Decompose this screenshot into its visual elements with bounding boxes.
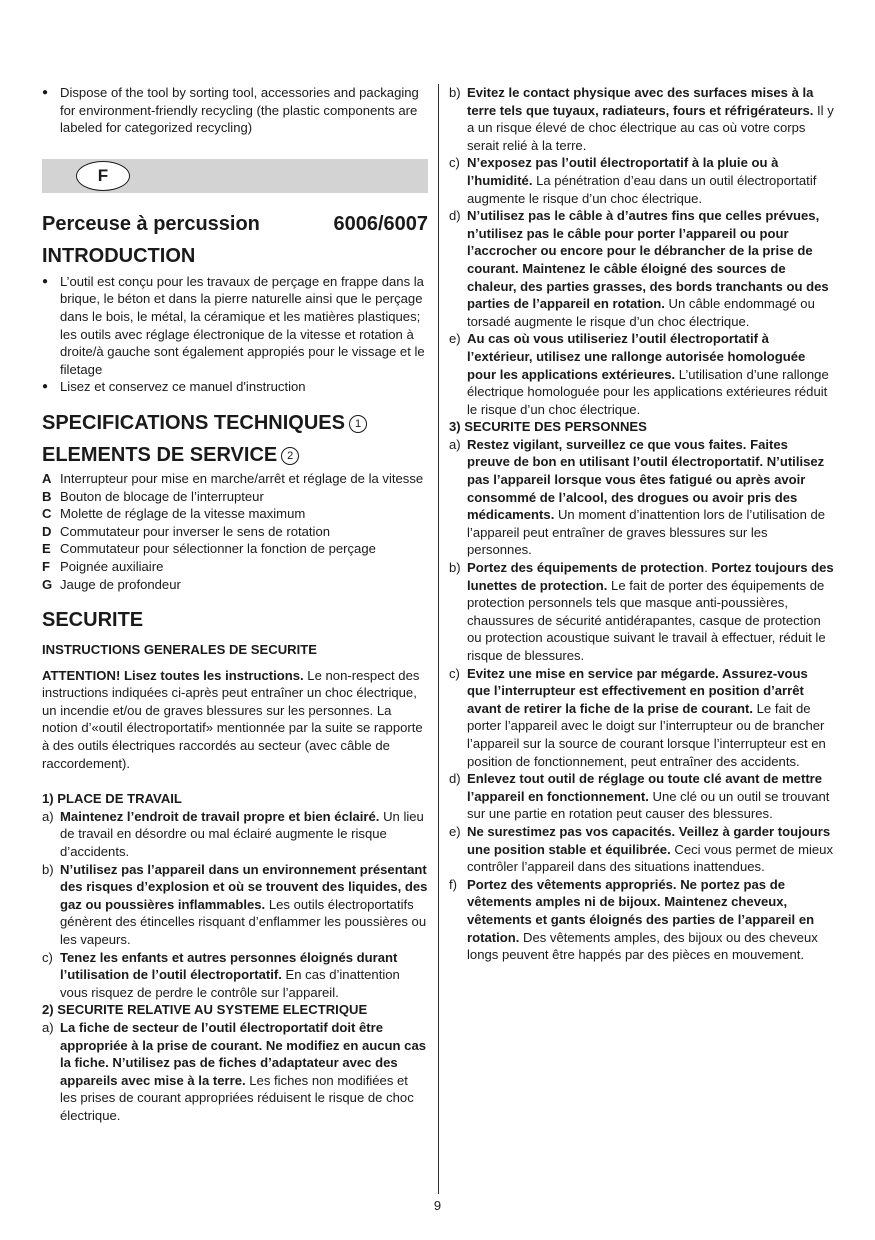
item-key: a) xyxy=(42,808,54,824)
section-2-item xyxy=(449,207,834,330)
attention-text: Le non-respect des instructions indiquées ci-après peut entraîner un choc électrique, un incendie et/ou de graves blessures sur les personnes. La notion d’«outil électroportatif» mentionnée par la suite se rapporte à des outils électriques raccordés au secteur (avec câble de raccordement). xyxy=(42,667,423,771)
section-3-item xyxy=(449,770,834,823)
item-key: e) xyxy=(449,331,461,347)
element-key: F xyxy=(42,558,50,574)
item-text: Une clé ou un outil se trouvant sur une partie en rotation peut causer des blessures. xyxy=(467,788,830,822)
elements-list xyxy=(42,470,428,593)
document-title-row xyxy=(42,211,428,237)
language-badge: F xyxy=(76,161,130,191)
page-number: 9 xyxy=(433,1198,442,1213)
specs-heading xyxy=(42,410,428,436)
item-key: d) xyxy=(449,208,461,224)
securite-heading: SECURITE xyxy=(42,609,144,632)
right-column xyxy=(449,84,834,964)
item-bold: Portez des équipements de protection xyxy=(467,560,705,576)
attention-paragraph xyxy=(42,667,428,773)
section-3-heading: 3) SECURITE DES PERSONNES xyxy=(449,419,647,435)
element-row xyxy=(42,558,428,576)
element-key: A xyxy=(42,470,52,486)
item-key: d) xyxy=(449,771,461,787)
item-bold: N’utilisez pas l’appareil dans un environnement présentant des risques d’explosion et où se trouvent des liquides, des gaz ou poussières inflammables. xyxy=(60,861,428,912)
element-text: Bouton de blocage de l’interrupteur xyxy=(60,488,264,504)
dispose-bullet: ● Dispose of the tool by sorting tool, accessories and packaging for environment-friendly recycling (the plastic components are labeled for categorized recycling) xyxy=(42,84,428,137)
item-key: b) xyxy=(449,85,461,100)
intro-bullet: ● L’outil est conçu pour les travaux de perçage en frappe dans la brique, le béton et dans la pierre naturelle ainsi que le perçage dans le bois, le métal, la céramique et les matières plastiques; les outils avec réglage électronique de la vitesse et rotation à droite/à gauche sont également appropiés pour le vissage et le filetage xyxy=(42,273,428,379)
item-key: c) xyxy=(449,155,460,171)
element-row xyxy=(42,576,428,594)
section-2-item xyxy=(449,154,834,207)
element-text: Commutateur pour inverser le sens de rotation xyxy=(60,523,331,539)
item-key: e) xyxy=(449,823,461,839)
element-text: Molette de réglage de la vitesse maximum xyxy=(60,506,306,522)
element-key: G xyxy=(42,576,53,592)
item-text: En cas d’inattention vous risquez de perdre le contrôle sur l’appareil. xyxy=(60,967,400,1000)
item-key: a) xyxy=(449,436,461,452)
item-bold: Restez vigilant, surveillez ce que vous faites. Faites preuve de bon en utilisant l’outil électroportatif. N’utilisez pas l’appareil lorsque vous êtes fatigué ou après avoir consommé de l’alcool, des drogues ou avoir pris des médicaments. xyxy=(467,436,825,523)
item-key: b) xyxy=(42,861,54,877)
element-row xyxy=(42,540,428,558)
item-key: f) xyxy=(449,876,457,892)
item-text: Des vêtements amples, des bijoux ou des cheveux longs peuvent être happés par des pièces en mouvement. xyxy=(467,929,818,963)
attention-bold: ATTENTION! Lisez toutes les instructions. xyxy=(42,667,304,683)
item-text: Un lieu de travail en désordre ou mal éclairé augmente le risque d’accidents. xyxy=(60,808,424,860)
section-2-heading: 2) SECURITE RELATIVE AU SYSTEME ELECTRIQUE xyxy=(42,1002,368,1018)
item-bold: Evitez le contact physique avec des surfaces mises à la terre tels que tuyaux, radiateurs, fours et réfrigérateurs. xyxy=(467,85,814,118)
item-bold: Evitez une mise en service par mégarde. Assurez-vous que l’interrupteur est effectivement en position d’arrêt avant de retirer la fiche de la prise de courant. xyxy=(467,665,808,716)
section-1-heading: 1) PLACE DE TRAVAIL xyxy=(42,791,182,807)
item-bold: Maintenez l’endroit de travail propre et bien éclairé. xyxy=(60,808,380,824)
figure-ref-2: 2 xyxy=(281,447,299,465)
element-key: C xyxy=(42,506,52,522)
item-key: a) xyxy=(42,1019,54,1035)
item-text: Les outils électroportatifs génèrent des étincelles risquant d’enflammer les poussières ou les vapeurs. xyxy=(60,896,427,947)
section-1-item xyxy=(42,808,428,861)
element-text: Interrupteur pour mise en marche/arrêt et réglage de la vitesse xyxy=(60,470,424,486)
section-3-item xyxy=(449,823,834,876)
elements-heading xyxy=(42,442,428,468)
element-key: B xyxy=(42,488,52,504)
item-text: Un câble endommagé ou torsadé augmente le risque d’un choc électrique. xyxy=(467,296,815,329)
section-2-item xyxy=(449,330,834,418)
language-bar xyxy=(42,159,428,193)
element-text: Commutateur pour sélectionner la fonction de perçage xyxy=(60,541,376,557)
specs-heading-text: SPECIFICATIONS TECHNIQUES xyxy=(42,411,345,434)
item-bold: Portez des vêtements appropriés. Ne portez pas de vêtements amples ni de bijoux. Maintenez cheveux, vêtements et gants éloignés des parties de l’appareil en rotation. xyxy=(467,876,815,945)
document-title: Perceuse à percussion xyxy=(42,212,260,235)
section-1-item xyxy=(42,861,428,949)
item-bold: Enlevez tout outil de réglage ou toute clé avant de mettre l’appareil en fonctionnement. xyxy=(467,771,823,804)
instructions-heading: INSTRUCTIONS GENERALES DE SECURITE xyxy=(42,642,317,658)
item-bold: Portez toujours des lunettes de protection. xyxy=(467,560,834,593)
model-number: 6006/6007 xyxy=(333,212,428,235)
item-bold: N’utilisez pas le câble à d’autres fins que celles prévues, n’utilisez pas le câble pour porter l’appareil ou pour l’accrocher ou encore pour le débrancher de la prise de courant. Maintenez le câble éloigné des sources de chaleur, des parties grasses, des bords tranchants ou des parties de l’appareil en rotation. xyxy=(467,208,829,312)
item-bold: Au cas où vous utiliseriez l’outil électroportatif à l’extérieur, utilisez une rallonge autorisée homologuée pour les applications extérieures. xyxy=(467,331,806,382)
item-bold: Ne surestimez pas vos capacités. Veillez à garder toujours une position stable et équilibrée. xyxy=(467,823,831,857)
item-text: La pénétration d’eau dans un outil électroportatif augmente le risque d’un choc électrique. xyxy=(467,172,817,206)
element-key: E xyxy=(42,541,51,557)
item-key: c) xyxy=(449,665,460,681)
column-divider xyxy=(438,84,439,1194)
section-3-item xyxy=(449,436,834,559)
section-2-item xyxy=(42,1019,428,1125)
section-3-item xyxy=(449,559,834,665)
elements-heading-text: ELEMENTS DE SERVICE xyxy=(42,443,278,466)
element-row xyxy=(42,505,428,523)
item-bold: Tenez les enfants et autres personnes éloignés durant l’utilisation de l’outil électroportatif. xyxy=(60,949,398,983)
element-text: Poignée auxiliaire xyxy=(60,558,164,574)
item-text: Ceci vous permet de mieux contrôler l’appareil dans des situations inattendues. xyxy=(467,841,834,875)
element-text: Jauge de profondeur xyxy=(60,576,181,592)
element-row xyxy=(42,488,428,506)
intro-heading: INTRODUCTION xyxy=(42,244,196,267)
element-row xyxy=(42,523,428,541)
intro-bullet: ● Lisez et conservez ce manuel d'instruction xyxy=(42,378,428,396)
item-text: Le fait de porter des équipements de protection personnels tels que masque anti-poussières, chaussures de sécurité antidérapantes, casque de protection ou protection acoustique suivant le travail à effectuer, réduit le risque de blessures. xyxy=(467,577,826,663)
item-text: Il y a un risque élevé de choc électrique au cas où votre corps serait relié à la terre. xyxy=(467,102,834,153)
item-bold: La fiche de secteur de l’outil électroportatif doit être appropriée à la prise de courant. Ne modifiez en aucun cas la fiche. N’utilisez pas de fiches d’adaptateur avec des appareils avec mise à la terre. xyxy=(60,1019,427,1088)
item-bold: N’exposez pas l’outil électroportatif à la pluie ou à l’humidité. xyxy=(467,155,779,188)
figure-ref-1: 1 xyxy=(349,415,367,433)
item-text: Les fiches non modifiées et les prises de courant appropriées réduisent le risque de choc électrique. xyxy=(60,1072,414,1123)
item-key: b) xyxy=(449,560,461,576)
section-2-item xyxy=(449,84,834,154)
element-key: D xyxy=(42,523,52,539)
section-3-item xyxy=(449,665,834,771)
item-text: Un moment d’inattention lors de l’utilisation de l’appareil peut entraîner de graves blessures sur les personnes. xyxy=(467,507,826,558)
element-row xyxy=(42,470,428,488)
section-1-item xyxy=(42,949,428,1002)
section-3-item xyxy=(449,876,834,964)
left-column xyxy=(42,84,428,1125)
item-text: Le fait de porter l’appareil avec le doigt sur l’interrupteur ou de brancher l’appareil sur la source de courant lorsque l’interrupteur est en position de fonctionnement, peut entraîner des accidents. xyxy=(467,700,826,769)
item-text: . xyxy=(704,560,712,576)
item-text: L’utilisation d’une rallonge électrique homologuée pour les applications extérieures réduit le risque d’un choc électrique. xyxy=(467,366,829,417)
item-key: c) xyxy=(42,949,53,965)
